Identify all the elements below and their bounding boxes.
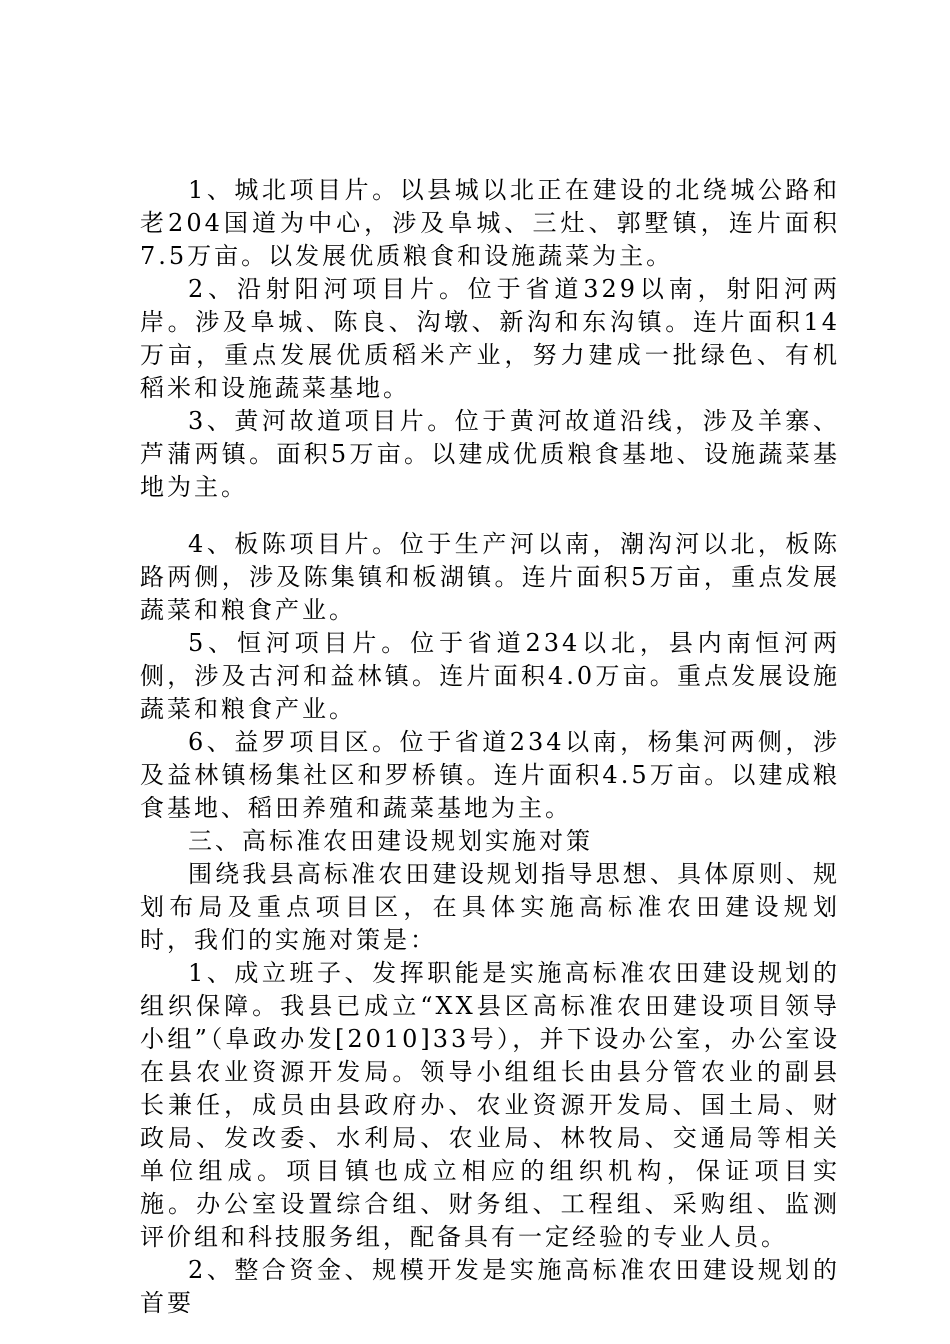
paragraph-intro-measures: 围绕我县高标准农田建设规划指导思想、具体原则、规划布局及重点项目区，在具体实施高标准农田建设规划时，我们的实施对策是： [140,860,840,954]
document-body [140,174,840,1320]
section-heading: 三、高标准农田建设规划实施对策 [188,827,593,855]
paragraph-project-huanghe: 3、黄河故道项目片。位于黄河故道沿线，涉及羊寨、芦蒲两镇。面积5万亩。以建成优质粮食基地、设施蔬菜基地为主。 [140,407,840,501]
paragraph-measure-1: 1、成立班子、发挥职能是实施高标准农田建设规划的组织保障。我县已成立“XX县区高标准农田建设项目领导小组”（阜政办发[2010]33号），并下设办公室，办公室设在县农业资源开发局。领导小组组长由县分管农业的副县长兼任，成员由县政府办、农业资源开发局、国土局、财政局、发改委、水利局、农业局、林牧局、交通局等相关单位组成。项目镇也成立相应的组织机构，保证项目实施。办公室设置综合组、财务组、工程组、采购组、监测评价组和科技服务组，配备具有一定经验的专业人员。 [140,959,840,1251]
paragraph-project-henghe: 5、恒河项目片。位于省道234以北，县内南恒河两侧，涉及古河和益林镇。连片面积4.0万亩。重点发展设施蔬菜和粮食产业。 [140,629,840,723]
paragraph-measure-2: 2、整合资金、规模开发是实施高标准农田建设规划的首要 [140,1256,840,1317]
paragraph-project-sheyanghe: 2、沿射阳河项目片。位于省道329以南，射阳河两岸。涉及阜城、陈良、沟墩、新沟和东沟镇。连片面积14万亩，重点发展优质稻米产业，努力建成一批绿色、有机稻米和设施蔬菜基地。 [140,275,840,402]
paragraph-project-chengbei: 1、城北项目片。以县城以北正在建设的北绕城公路和老204国道为中心，涉及阜城、三灶、郭墅镇，连片面积7.5万亩。以发展优质粮食和设施蔬菜为主。 [140,176,840,270]
paragraph-project-yiluo: 6、益罗项目区。位于省道234以南，杨集河两侧，涉及益林镇杨集社区和罗桥镇。连片面积4.5万亩。以建成粮食基地、稻田养殖和蔬菜基地为主。 [140,728,840,822]
paragraph-project-banchen: 4、板陈项目片。位于生产河以南，潮沟河以北，板陈路两侧，涉及陈集镇和板湖镇。连片面积5万亩，重点发展蔬菜和粮食产业。 [140,530,840,624]
